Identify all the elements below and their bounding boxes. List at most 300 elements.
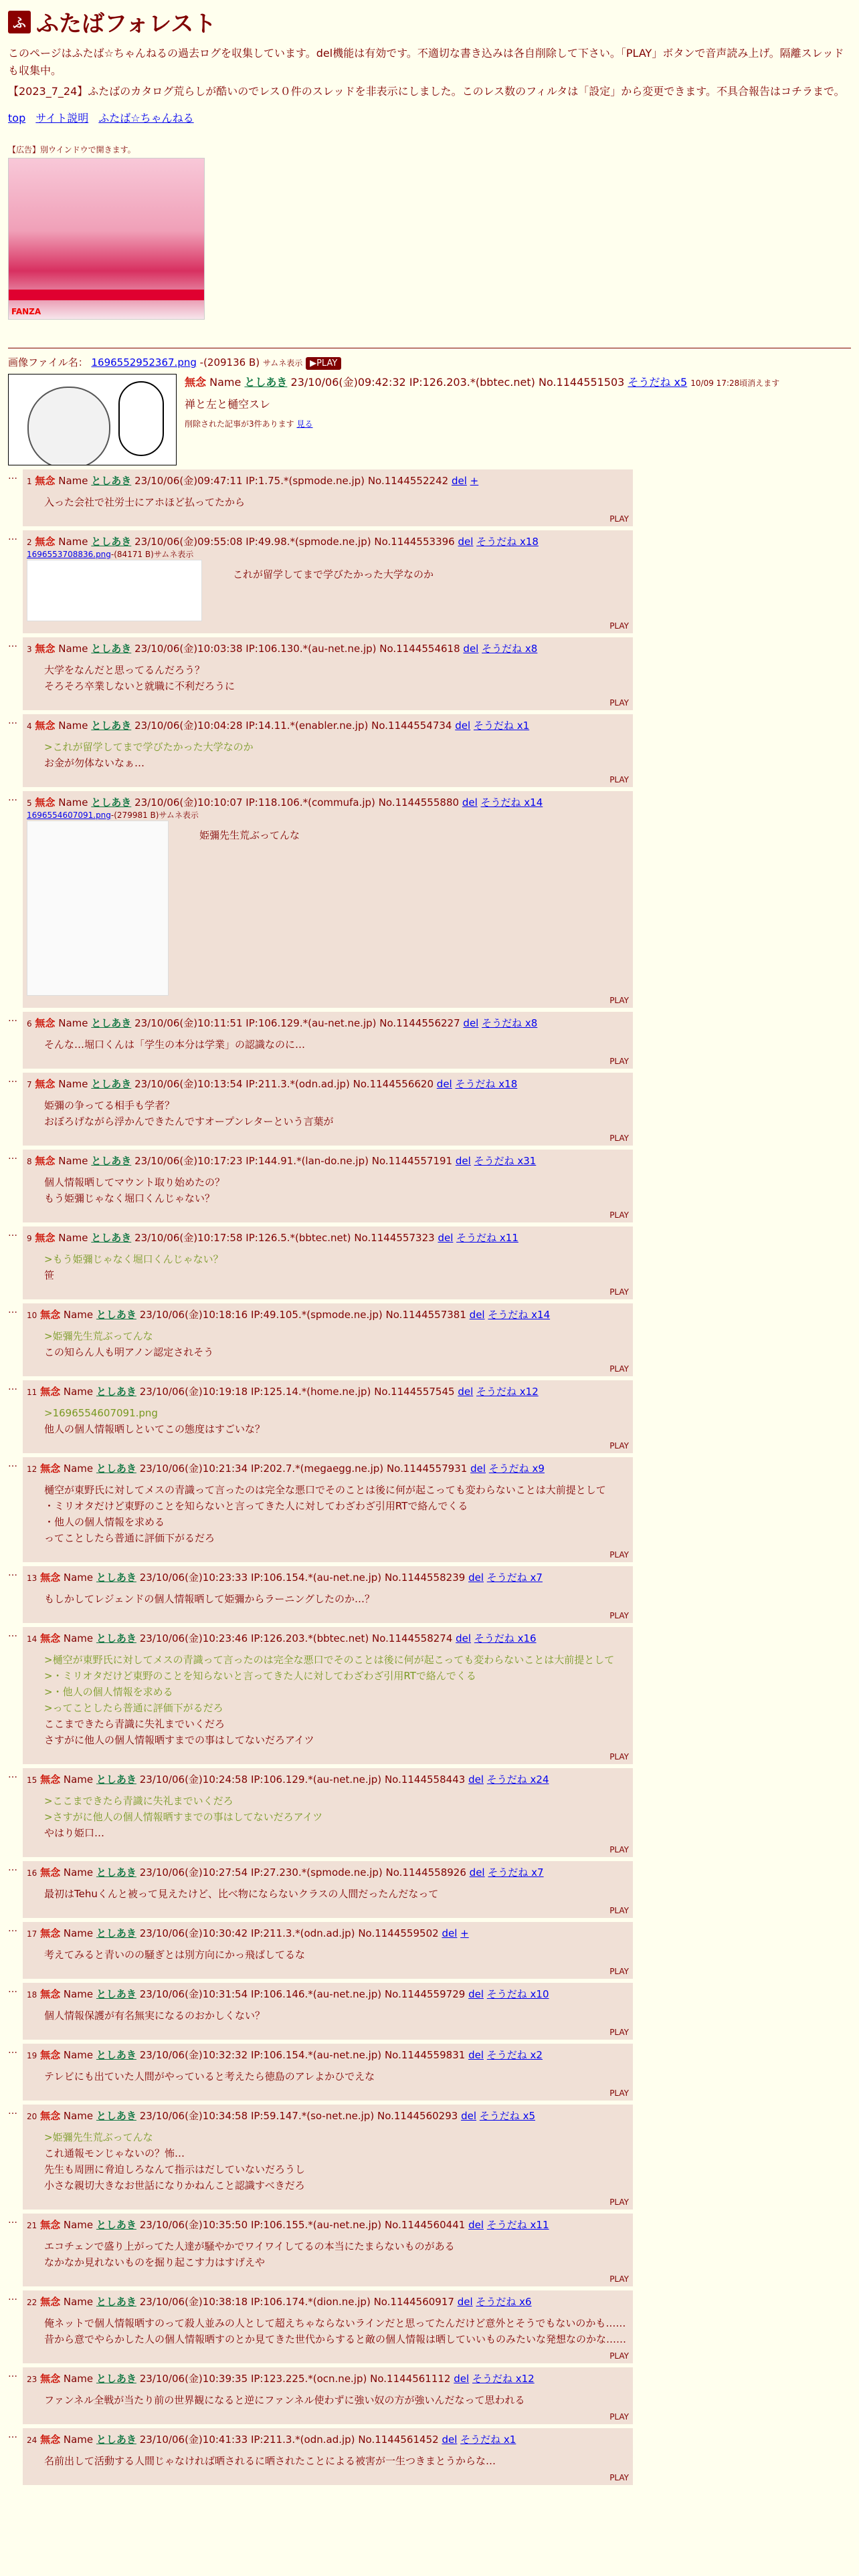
reply-name[interactable]: としあき [91,642,132,655]
reply-souda[interactable]: そうだね x14 [480,796,543,809]
reply-attachment-image[interactable] [27,821,169,996]
reply-name[interactable]: としあき [96,1632,136,1644]
top-link[interactable]: top [8,111,26,124]
reply-name[interactable]: としあき [91,535,132,548]
reply-dots: … [8,1012,17,1024]
reply-del-link[interactable]: del [442,1927,458,1939]
reply-name-label: Name [63,1632,94,1644]
reply-datetime: 23/10/06(金)10:19:18 [139,1385,248,1398]
reply-del-link[interactable]: del [468,1773,484,1786]
reply-file-line [27,548,629,560]
reply [8,2044,851,2101]
reply-subject: 無念 [40,2372,61,2385]
reply-souda[interactable]: そうだね x9 [488,1462,545,1475]
reply-post-number: No.1144555880 [378,796,460,809]
reply-name[interactable]: としあき [96,1927,136,1939]
reply-name[interactable]: としあき [91,1077,132,1090]
reply-souda[interactable]: そうだね x31 [474,1154,537,1167]
reply [8,2428,851,2485]
reply-number: 10 [27,1310,37,1320]
reply-file-info: -(279981 B) [110,810,159,820]
reply-body [44,1251,629,1283]
reply [8,637,851,710]
reply-dots: … [8,531,17,542]
reply-number: 15 [27,1775,37,1785]
reply-header [27,1016,629,1030]
reply-body [44,1174,629,1206]
reply-souda[interactable]: そうだね x18 [455,1077,518,1090]
reply-name-label: Name [58,474,88,487]
reply-name[interactable]: としあき [96,1773,136,1786]
reply-play-button[interactable]: PLAY [609,697,629,708]
reply-name[interactable]: としあき [96,2048,136,2061]
op-image[interactable] [8,374,177,465]
reply-header [27,2371,629,2385]
reply-attachment-image[interactable] [27,560,202,621]
reply-ip: IP:211.3.*(odn.ad.jp) [246,1077,350,1090]
ad-banner[interactable] [8,158,205,320]
reply-souda[interactable]: そうだね x1 [460,2433,516,2446]
reply-souda[interactable]: そうだね x7 [486,1571,543,1584]
reply-ip: IP:126.203.*(bbtec.net) [250,1632,369,1644]
reply-number: 16 [27,1868,37,1878]
reply-box [23,1566,633,1623]
reply-line: なかなか見れないものを掘り起こす力はすげえや [44,2256,266,2268]
reply-box [23,2044,633,2101]
reply-number: 2 [27,537,32,547]
reply-subject: 無念 [40,2048,61,2061]
reply-line: ファンネル全戦が当たり前の世界観になると逆にファンネル使わずに強い奴の方が強いんだなって思われる [44,2393,525,2406]
op-file-label: 画像ファイル名： [8,356,88,368]
reply-del-link[interactable]: del [458,1385,474,1398]
reply-del-link[interactable]: del [469,1308,485,1321]
reply-ip: IP:59.147.*(so-net.ne.jp) [250,2109,375,2122]
reply-header [27,534,629,548]
reply-subject: 無念 [35,474,56,487]
reply-del-link[interactable]: del [436,1077,452,1090]
reply-ip: IP:106.146.*(au-net.ne.jp) [250,1988,382,2000]
reply-line: >・ミリオタだけど東野のことを知らないと言ってきた人に対してわざわざ引用RTで絡んでくる [44,1669,476,1682]
reply-line: >姫彌先生荒ぶってんな [44,2131,153,2143]
reply-number: 4 [27,721,32,731]
reply-dots: … [8,1862,17,1873]
site-logo-icon: ふ [8,11,31,33]
reply-ip: IP:14.11.*(enabler.ne.jp) [246,719,369,732]
reply-dots: … [8,1150,17,1162]
reply-name[interactable]: としあき [91,1231,132,1244]
reply-play-button[interactable]: PLAY [609,1751,629,1761]
reply-body [44,739,629,771]
reply [8,1226,851,1299]
reply-subject: 無念 [35,1077,56,1090]
reply-post-number: No.1144556620 [353,1077,434,1090]
reply-play-button[interactable]: PLAY [609,1966,629,1976]
reply [8,791,851,1008]
reply-name[interactable]: としあき [96,1385,136,1398]
reply-line: テレビにも出ていた人間がやっていると考えたら徳島のアレよかひでえな [44,2070,375,2082]
reply-subject: 無念 [40,1988,61,2000]
reply-line: 考えてみると青いのの騒ぎとは別方向にかっ飛ばしてるな [44,1948,306,1961]
reply-name[interactable]: としあき [96,1866,136,1879]
reply-del-link[interactable]: del [468,2218,484,2231]
reply-del-link[interactable]: del [454,2372,470,2385]
reply-name[interactable]: としあき [96,2295,136,2308]
reply-post-number: No.1144554734 [371,719,452,732]
reply-del-link[interactable]: del [462,796,478,809]
reply-name-label: Name [63,2372,94,2385]
reply-datetime: 23/10/06(金)10:41:33 [139,2433,248,2446]
reply-datetime: 23/10/06(金)10:27:54 [139,1866,248,1879]
reply-name-label: Name [63,2218,94,2231]
reply-post-number: No.1144560441 [384,2218,466,2231]
reply-souda[interactable]: そうだね x10 [486,1988,549,2000]
reply-ip: IP:106.174.*(dion.ne.jp) [250,2295,371,2308]
reply-name[interactable]: としあき [91,1154,132,1167]
reply-ip: IP:126.5.*(bbtec.net) [246,1231,351,1244]
reply-dots: … [8,715,17,726]
reply [8,1303,851,1376]
reply-play-button[interactable]: PLAY [609,774,629,784]
reply-del-link[interactable]: del [469,1866,485,1879]
reply-name-label: Name [63,1927,94,1939]
futaba-link[interactable]: ふたば☆ちゃんねる [98,111,194,124]
reply-body [44,1947,629,1963]
reply-name[interactable]: としあき [91,719,132,732]
reply-number: 7 [27,1079,32,1089]
reply-dots: … [8,1567,17,1578]
reply [8,714,851,787]
reply [8,2214,851,2286]
op-show-deleted[interactable]: 見る [296,419,313,429]
reply-header [27,2218,629,2232]
reply-box [23,1983,633,2040]
reply-datetime: 23/10/06(金)10:17:58 [134,1231,243,1244]
reply-post-number: No.1144552242 [367,474,449,487]
reply-souda[interactable]: そうだね x18 [476,535,539,548]
reply-box [23,469,633,526]
site-title: ふたばフォレスト [36,11,217,37]
reply [8,1150,851,1222]
reply [8,1457,851,1562]
reply-dots: … [8,1304,17,1315]
about-link[interactable]: サイト説明 [35,111,89,124]
reply-souda[interactable]: そうだね x7 [488,1866,544,1879]
reply-header [27,1461,629,1475]
reply [8,1380,851,1453]
reply-play-button[interactable]: PLAY [609,1440,629,1451]
reply-souda[interactable]: そうだね x24 [486,1773,549,1786]
reply-post-number: No.1144560293 [377,2109,458,2122]
site-header [8,5,851,38]
reply-datetime: 23/10/06(金)10:18:16 [139,1308,248,1321]
reply-ip: IP:202.7.*(megaegg.ne.jp) [250,1462,384,1475]
reply-souda[interactable]: そうだね x6 [476,2295,532,2308]
reply-post-number: No.1144561112 [370,2372,451,2385]
reply-dots: … [8,1073,17,1085]
reply-name[interactable]: としあき [96,1571,136,1584]
reply-play-button[interactable]: PLAY [609,1056,629,1066]
reply-number: 11 [27,1387,37,1397]
reply-datetime: 23/10/06(金)10:10:07 [134,796,243,809]
ad-stripe [9,290,204,300]
reply-datetime: 23/10/06(金)10:34:58 [139,2109,248,2122]
reply-souda[interactable]: そうだね x5 [479,2109,535,2122]
reply-ip: IP:49.98.*(spmode.ne.jp) [246,535,371,548]
reply-box [23,1627,633,1764]
reply-play-button[interactable]: PLAY [609,1844,629,1854]
op-datetime: 23/10/06(金)09:42:32 [290,375,406,389]
reply-post-number: No.1144560917 [373,2295,454,2308]
reply-dots: … [8,2044,17,2056]
reply-header [27,1926,629,1940]
reply [8,2367,851,2424]
reply-subject: 無念 [35,796,56,809]
reply-name[interactable]: としあき [96,1462,136,1475]
reply-dots: … [8,2291,17,2302]
reply-body [44,2008,629,2024]
reply-souda[interactable]: そうだね x11 [456,1231,518,1244]
reply-play-button[interactable]: PLAY [609,1287,629,1297]
reply-header [27,1987,629,2001]
reply-ip: IP:125.14.*(home.ne.jp) [250,1385,371,1398]
op-number: No.1144551503 [538,375,625,389]
reply-list [8,469,851,2485]
reply-datetime: 23/10/06(金)10:31:54 [139,1988,248,2000]
reply-souda[interactable]: そうだね x16 [474,1632,537,1644]
reply-del-link[interactable]: del [470,1462,486,1475]
reply-body [44,2238,629,2270]
reply-name[interactable]: としあき [96,2109,136,2122]
reply-box [23,1150,633,1222]
reply-del-link[interactable]: del [442,2433,458,2446]
reply-name[interactable]: としあき [96,2372,136,2385]
op-image-face [27,387,110,465]
op-file-line [8,355,851,370]
reply-number: 1 [27,476,32,486]
op-text: 禅と左と樋空スレ [185,397,271,411]
reply-name-label: Name [58,535,88,548]
reply-souda[interactable]: そうだね x11 [486,2218,549,2231]
reply-play-button[interactable]: PLAY [609,2411,629,2422]
reply-play-button[interactable]: PLAY [609,2472,629,2482]
reply-play-button[interactable]: PLAY [609,2027,629,2037]
reply-box [23,2290,633,2363]
op-thumb-label[interactable]: サムネ表示 [262,358,303,368]
reply-post-number: No.1144559729 [384,1988,466,2000]
reply-play-button[interactable]: PLAY [609,2351,629,2361]
reply-file-line [27,809,629,821]
reply-datetime: 23/10/06(金)10:21:34 [139,1462,248,1475]
reply-post-number: No.1144559502 [358,1927,439,1939]
reply-play-button[interactable]: PLAY [609,2197,629,2207]
reply-play-button[interactable]: PLAY [609,2274,629,2284]
reply-del-link[interactable]: del [461,2109,477,2122]
reply-number: 24 [27,2435,37,2445]
reply-line: 小さな親切大きなお世話になりかねんこと認識すべきだろ [44,2179,305,2191]
op-play-button[interactable] [306,357,341,370]
reply-play-button[interactable]: PLAY [609,1364,629,1374]
op-name[interactable]: としあき [244,375,288,389]
reply-name-label: Name [58,1231,88,1244]
reply-souda[interactable]: そうだね x8 [482,642,538,655]
reply-name[interactable]: としあき [96,1988,136,2000]
reply-subject: 無念 [40,1571,61,1584]
reply-souda[interactable]: そうだね x12 [472,2372,535,2385]
reply-datetime: 23/10/06(金)10:11:51 [134,1016,243,1029]
reply-name[interactable]: としあき [96,1308,136,1321]
reply-body [44,2068,629,2084]
reply-line: >ここまできたら青識に失礼までいくだろ [44,1794,233,1807]
reply-souda[interactable]: そうだね x1 [473,719,530,732]
reply-line: 個人情報晒してマウント取り始めたの？ [44,1176,225,1188]
reply [8,469,851,526]
reply-del-link[interactable]: del [455,1154,471,1167]
reply-line: そろそろ卒業しないと就職に不利だろうに [44,679,235,692]
reply-dots: … [8,2368,17,2379]
reply-play-button[interactable]: PLAY [609,1610,629,1620]
reply-line: やはり姫口… [44,1826,105,1839]
reply-ip: IP:106.155.*(au-net.ne.jp) [250,2218,382,2231]
reply-subject: 無念 [35,642,56,655]
reply-header [27,641,629,655]
reply-thumb-label[interactable]: サムネ表示 [153,549,194,559]
reply-line: エコチェンで盛り上がってた人達が騒やかでワイワイしてるの本当にたまらないものがある [44,2240,455,2252]
reply-play-button[interactable]: PLAY [609,621,629,631]
reply-souda[interactable]: そうだね x14 [488,1308,551,1321]
reply-souda[interactable]: そうだね x12 [476,1385,539,1398]
reply-del-link[interactable]: del [451,474,467,487]
reply-del-link[interactable]: del [455,719,471,732]
reply-del-link[interactable]: del [463,1016,479,1029]
reply-line: 姫彌先生荒ぶってんな [199,829,300,841]
reply-del-link[interactable]: del [468,1988,484,2000]
reply-play-button[interactable]: PLAY [609,1133,629,1143]
reply-datetime: 23/10/06(金)10:32:32 [139,2048,248,2061]
reply-souda[interactable]: そうだね x8 [482,1016,538,1029]
op-souda[interactable]: そうだね x5 [628,375,688,389]
reply-souda[interactable]: そうだね x2 [486,2048,543,2061]
reply-line: 笹 [44,1269,55,1281]
reply-line: ここまできたら青識に失礼までいくだろ [44,1717,225,1730]
reply-souda[interactable]: + [460,1927,469,1939]
op-file-info: -(209136 B) [199,356,260,368]
reply-name[interactable]: としあき [91,796,132,809]
reply-del-link[interactable]: del [456,1632,472,1644]
reply-ip: IP:211.3.*(odn.ad.jp) [250,1927,355,1939]
reply-dots: … [8,2214,17,2226]
reply-name[interactable]: としあき [91,474,132,487]
reply-del-link[interactable]: del [458,535,474,548]
reply [8,530,851,633]
reply-dots: … [8,1381,17,1392]
op-ip: IP:126.203.*(bbtec.net) [409,375,535,389]
reply-file-link[interactable]: 1696553708836.png [27,549,111,559]
reply-post-number: No.1144556227 [379,1016,460,1029]
reply-post-number: No.1144557381 [385,1308,466,1321]
reply-souda[interactable]: + [470,474,479,487]
reply-name-label: Name [63,2109,94,2122]
reply-body [44,2453,629,2469]
reply [8,1861,851,1918]
reply-datetime: 23/10/06(金)10:23:46 [139,1632,248,1644]
reply-datetime: 23/10/06(金)10:04:28 [134,719,243,732]
reply-datetime: 23/10/06(金)10:30:42 [139,1927,248,1939]
reply-thumb-label[interactable]: サムネ表示 [159,810,199,820]
reply-body [44,1097,629,1130]
reply-play-button[interactable]: PLAY [609,1905,629,1915]
reply-box [23,791,633,1008]
reply-play-button[interactable]: PLAY [609,1210,629,1220]
reply [8,1768,851,1857]
reply-line: これ通報モンじゃないの？怖… [44,2147,185,2159]
reply-line: >さすがに他人の個人情報晒すまでの事はしてないだろアイツ [44,1810,323,1823]
reply-name-label: Name [58,1016,88,1029]
reply-box [23,2428,633,2485]
reply-name-label: Name [58,642,88,655]
reply-del-link[interactable]: del [463,642,479,655]
reply-name-label: Name [63,1571,94,1584]
reply-del-link[interactable]: del [468,2048,484,2061]
reply-header [27,1631,629,1645]
reply-play-button[interactable]: PLAY [609,2088,629,2098]
reply-play-button[interactable]: PLAY [609,514,629,524]
reply-header [27,718,629,732]
intro-paragraph-2: 【2023_7_24】ふたばのカタログ荒らしが酷いのでレス０件のスレッドを非表示にしました。このレス数のフィルタは「設定」から変更できます。不具合報告はコチラまで。 [8,85,845,98]
op-deleted-note: 削除された記事が3件あります [185,419,294,429]
reply-box [23,2367,633,2424]
reply-del-link[interactable]: del [457,2295,473,2308]
play-icon: ▶ [310,358,317,368]
reply-dots: … [8,470,17,481]
reply-name-label: Name [63,1773,94,1786]
reply-line: 大学をなんだと思ってるんだろう？ [44,663,205,676]
reply-del-link[interactable]: del [438,1231,454,1244]
reply-body [44,662,629,694]
reply-dots: … [8,1923,17,1934]
reply-dots: … [8,1628,17,1639]
intro-paragraph-1: このページはふたば☆ちゃんねるの過去ログを収集しています。del機能は有効です。不適切な書き込みは各自削除して下さい。「PLAY」ボタンで音声読み上げ。隔離スレッドも収集中。 [8,47,844,77]
reply-body [233,566,434,617]
reply-datetime: 23/10/06(金)10:35:50 [139,2218,248,2231]
reply-header [27,1230,629,1245]
op-file-link[interactable]: 1696552952367.png [91,356,197,368]
reply-file-link[interactable]: 1696554607091.png [27,810,111,820]
reply-box [23,1073,633,1146]
reply-box [23,530,633,633]
reply-del-link[interactable]: del [468,1571,484,1584]
reply-play-button[interactable]: PLAY [609,1549,629,1560]
reply [8,2290,851,2363]
reply-post-number: No.1144559831 [384,2048,466,2061]
reply-body [44,1482,629,1546]
reply-name[interactable]: としあき [91,1016,132,1029]
reply-ip: IP:144.91.*(lan-do.ne.jp) [246,1154,369,1167]
reply-name[interactable]: としあき [96,2433,136,2446]
reply-dots: … [8,638,17,649]
reply-post-number: No.1144554618 [379,642,460,655]
reply-line: 他人の個人情報晒しといてこの態度はすごいな？ [44,1422,266,1435]
reply-name-label: Name [58,1154,88,1167]
reply-line: もしかしてレジェンドの個人情報晒して姫彌からラーニングしたのか…？ [44,1592,375,1605]
reply-subject: 無念 [40,1462,61,1475]
op-subject: 無念 [185,375,207,389]
reply-post-number: No.1144557545 [374,1385,455,1398]
reply-name[interactable]: としあき [96,2218,136,2231]
reply-line: 個人情報保護が有名無実になるのおかしくない？ [44,2009,266,2022]
reply-play-button[interactable]: PLAY [609,995,629,1005]
reply-number: 23 [27,2374,37,2384]
reply-post-number: No.1144558274 [372,1632,453,1644]
